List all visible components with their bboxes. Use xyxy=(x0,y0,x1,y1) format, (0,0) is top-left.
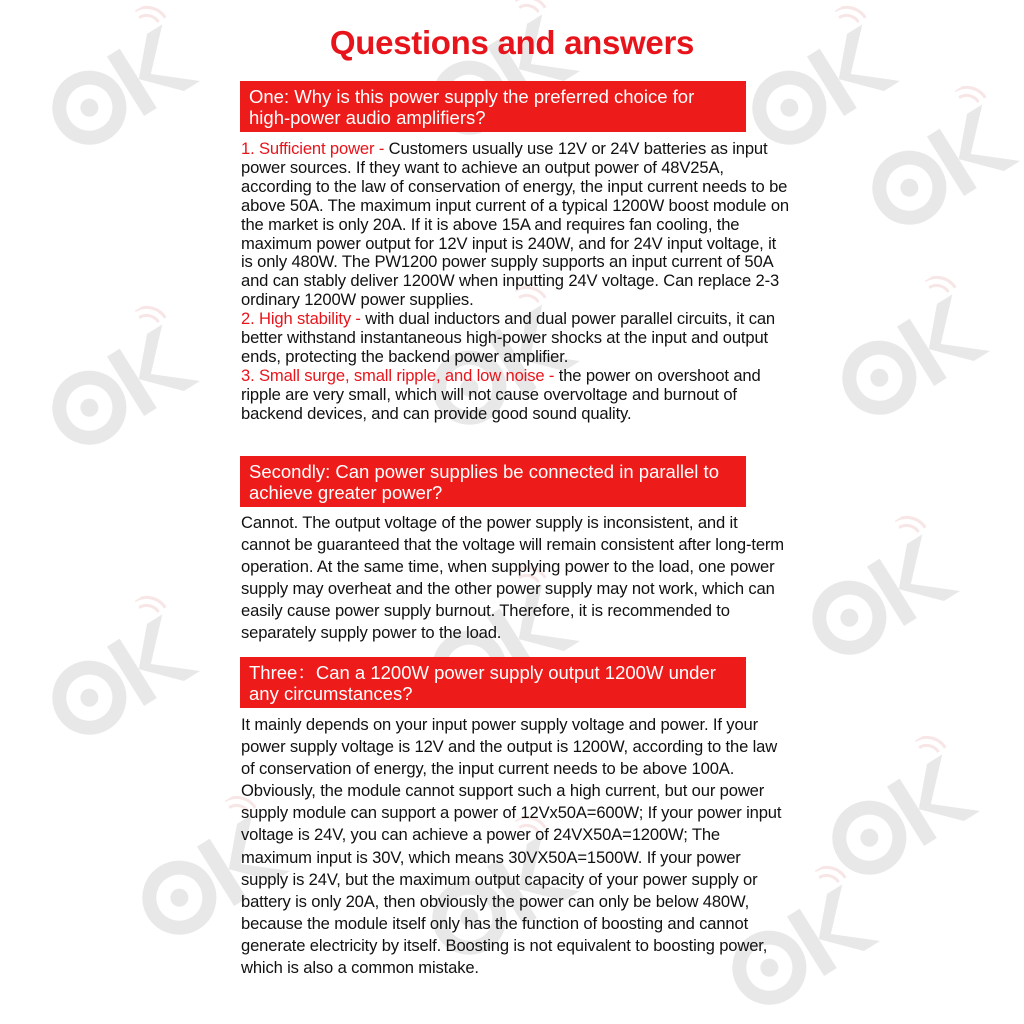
page-title: Questions and answers xyxy=(329,24,695,61)
question-1-heading: One: Why is this power supply the preferred choice for high-power audio amplifiers? xyxy=(240,81,746,132)
question-2-answer: Cannot. The output voltage of the power supply is inconsistent, and it cannot be guaranteed that the voltage will remain consistent after long-term operation. At the same time, when supplying power to the load, one power supply may overheat and the other power supply may not work, which can easily cause power supply burnout. Therefore, it is recommended to separately supply power to the load. xyxy=(241,513,784,643)
point-text: the power on overshoot and ripple are very small, which will not cause overvoltage and burnout of backend devices, and can provide good sound quality. xyxy=(241,365,761,423)
answer-point-2 xyxy=(241,310,789,367)
answer-point-3 xyxy=(241,367,789,424)
point-text: with dual inductors and dual power parallel circuits, it can better withstand instantaneous high-power shocks at the input and output ends, protecting the backend power amplifier. xyxy=(241,309,776,366)
question-1-answer xyxy=(241,140,789,424)
answer-point-1 xyxy=(241,140,789,310)
point-label: 3. Small surge, small ripple, and low noise - xyxy=(241,365,559,385)
question-2-heading: Secondly: Can power supplies be connected in parallel to achieve greater power? xyxy=(240,456,746,507)
question-3-heading: Three：Can a 1200W power supply output 1200W under any circumstances? xyxy=(240,657,746,708)
question-3-answer: It mainly depends on your input power supply voltage and power. If your power supply voltage is 12V and the output is 1200W, according to the law of conservation of energy, the input current needs to be above 100A. Obviously, the module cannot support such a high current, but our power supply module can support a power of 12Vx50A=600W; If your power input voltage is 24V, you can achieve a power of 24VX50A=1200W; The maximum input is 30V, which means 30VX50A=1500W. If your power supply is 24V, but the maximum output capacity of your power supply or battery is only 20A, then obviously the power can only be below 480W, because the module itself only has the function of boosting and cannot generate electricity by itself. Boosting is not equivalent to boosting power, which is also a common mistake. xyxy=(241,715,782,978)
point-text: Customers usually use 12V or 24V batteries as input power sources. If they want to achieve an output power of 48V25A, according to the law of conservation of energy, the input current needs to be above 50A. The maximum input current of a typical 1200W boost module on the market is only 20A. If it is above 15A and requires fan cooling, the maximum power output for 12V input is 240W, and for 24V input voltage, it is only 480W. The PW1200 power supply supports an input current of 50A and can stably deliver 1200W when inputting 24V voltage. Can replace 2-3 ordinary 1200W power supplies. xyxy=(241,139,790,310)
point-label: 1. Sufficient power - xyxy=(241,139,389,158)
point-label: 2. High stability - xyxy=(241,309,366,329)
